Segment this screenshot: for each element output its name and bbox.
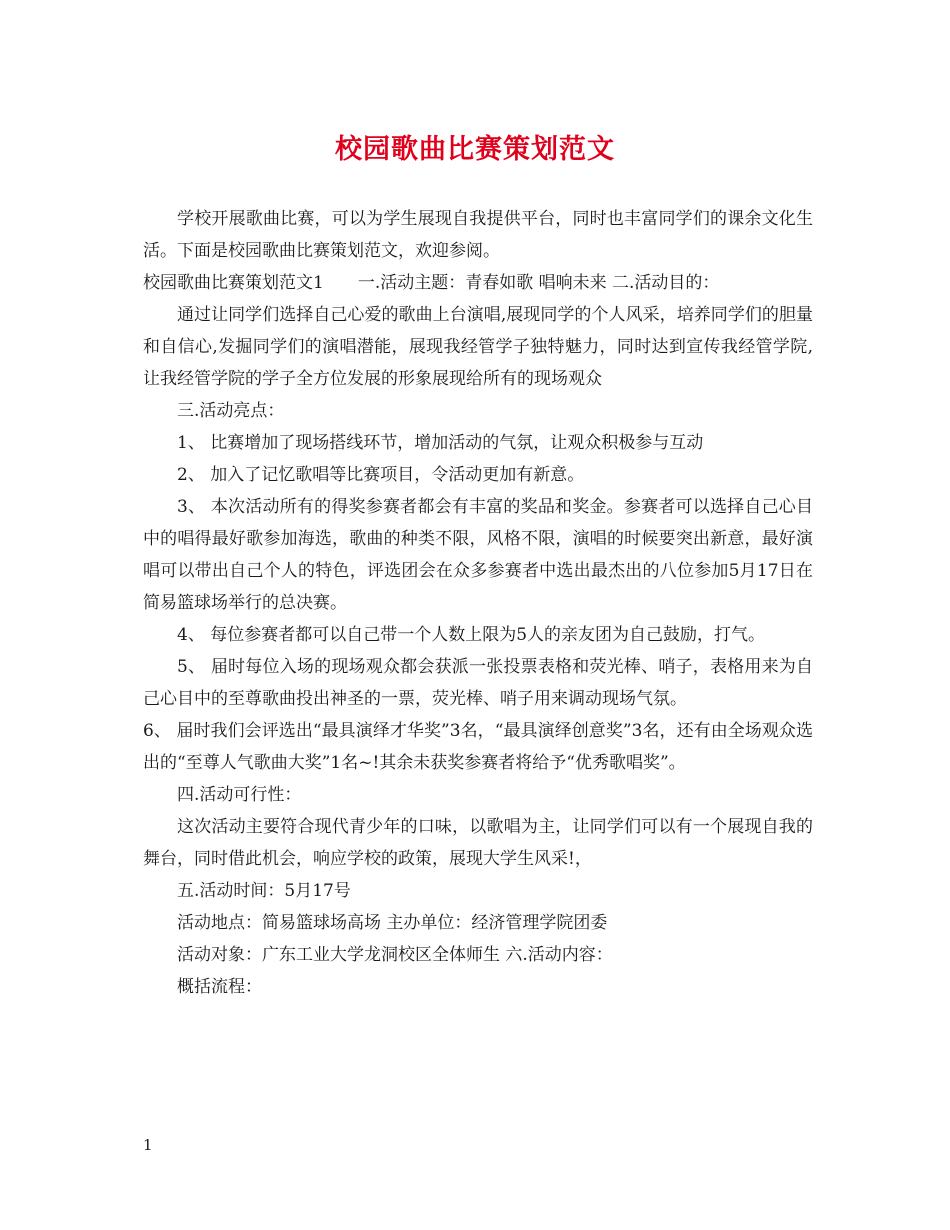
list-item-2: 2、 加入了记忆歌唱等比赛项目，令活动更加有新意。 <box>177 465 585 485</box>
activity-audience: 活动对象：广东工业大学龙洞校区全体师生 六.活动内容： <box>177 945 613 965</box>
activity-location: 活动地点：简易篮球场高场 主办单位：经济管理学院团委 <box>177 913 608 933</box>
document-title: 校园歌曲比赛策划范文 <box>335 134 615 165</box>
feasibility-heading: 四.活动可行性： <box>177 785 302 805</box>
list-item-1: 1、 比赛增加了现场搭线环节，增加活动的气氛，让观众积极参与互动 <box>177 433 704 453</box>
intro-paragraph: 学校开展歌曲比赛，可以为学生展现自我提供平台，同时也丰富同学们的课余文化生活。下面是校园歌曲比赛策划范文，欢迎参阅。 <box>143 209 813 261</box>
list-item-6: 6、 届时我们会评选出“最具演绎才华奖”3名，“最具演绎创意奖”3名，还有由全场观众选出的“至尊人气歌曲大奖”1名~!其余未获奖参赛者将给予“优秀歌唱奖”。 <box>143 721 813 773</box>
section-heading-line: 校园歌曲比赛策划范文1 一.活动主题：青春如歌 唱响未来 二.活动目的： <box>143 273 720 293</box>
feasibility-paragraph: 这次活动主要符合现代青少年的口味，以歌唱为主，让同学们可以有一个展现自我的舞台，同时借此机会，响应学校的政策，展现大学生风采!， <box>143 817 813 869</box>
document-body <box>143 203 813 1003</box>
process-summary: 概括流程： <box>177 977 262 997</box>
list-item-5: 5、 届时每位入场的现场观众都会获派一张投票表格和荧光棒、哨子，表格用来为自己心目中的至尊歌曲投出神圣的一票，荧光棒、哨子用来调动现场气氛。 <box>143 657 813 709</box>
page-number: 1 <box>143 1136 153 1154</box>
list-item-4: 4、 每位参赛者都可以自己带一个人数上限为5人的亲友团为自己鼓励，打气。 <box>177 625 766 645</box>
activity-time: 五.活动时间：5月17号 <box>177 881 351 901</box>
highlights-heading: 三.活动亮点： <box>177 401 285 421</box>
purpose-paragraph: 通过让同学们选择自己心爱的歌曲上台演唱,展现同学的个人风采，培养同学们的胆量和自信心,发掘同学们的演唱潜能，展现我经管学子独特魅力，同时达到宣传我经管学院,让我经管学院的学子全方位发展的形象展现给所有的现场观众 <box>143 305 813 389</box>
list-item-3: 3、 本次活动所有的得奖参赛者都会有丰富的奖品和奖金。参赛者可以选择自己心目中的唱得最好歌参加海选，歌曲的种类不限，风格不限，演唱的时候要突出新意，最好演唱可以带出自己个人的特色，评选团会在众多参赛者中选出最杰出的八位参加5月17日在简易篮球场举行的总决赛。 <box>143 497 813 613</box>
